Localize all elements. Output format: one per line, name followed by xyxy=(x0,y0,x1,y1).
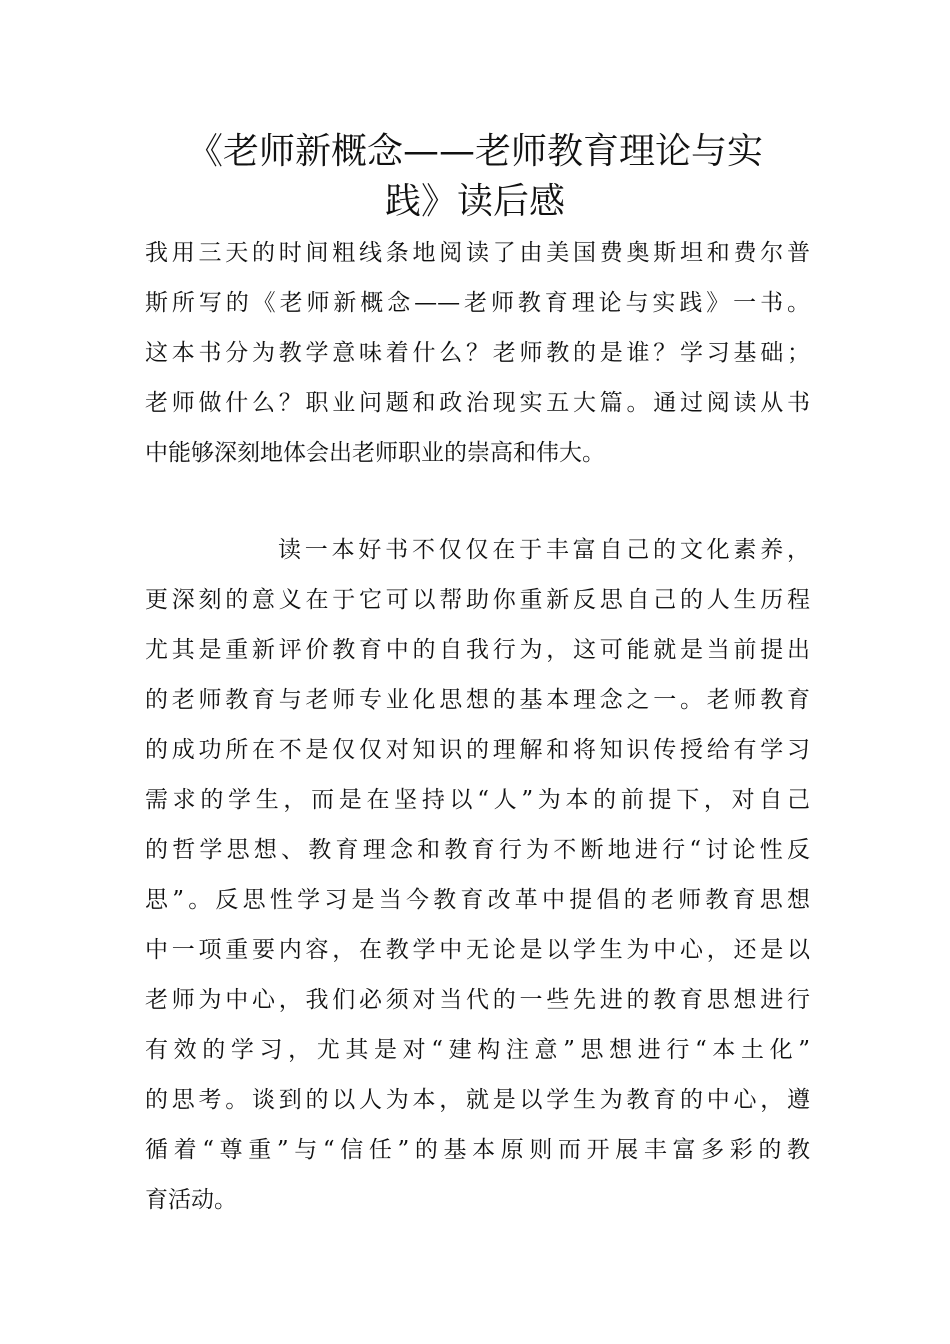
paragraph-2-line: 尤其是重新评价教育中的自我行为，这可能就是当前提出 xyxy=(145,637,810,663)
paragraph-1-line: 这本书分为教学意味着什么？老师教的是谁？学习基础； xyxy=(145,340,810,366)
paragraph-2-line: 循着“尊重”与“信任”的基本原则而开展丰富多彩的教 xyxy=(145,1137,810,1163)
paragraph-1-line: 斯所写的《老师新概念——老师教育理论与实践》一书。 xyxy=(145,290,810,316)
paragraph-2-line: 读一本好书不仅仅在于丰富自己的文化素养， xyxy=(278,537,810,563)
paragraph-2-line: 的思考。谈到的以人为本，就是以学生为教育的中心，遵 xyxy=(145,1087,810,1113)
paragraph-2-line: 的哲学思想、教育理念和教育行为不断地进行“讨论性反 xyxy=(145,837,810,863)
paragraph-2-line: 的成功所在不是仅仅对知识的理解和将知识传授给有学习 xyxy=(145,737,810,763)
document-title-line-2: 践》读后感 xyxy=(384,181,565,222)
paragraph-2-line: 中一项重要内容，在教学中无论是以学生为中心，还是以 xyxy=(145,937,810,963)
paragraph-1-line: 老师做什么？职业问题和政治现实五大篇。通过阅读从书 xyxy=(145,390,810,416)
paragraph-2-line: 更深刻的意义在于它可以帮助你重新反思自己的人生历程 xyxy=(145,587,810,613)
paragraph-2 xyxy=(145,525,810,1225)
paragraph-2-line: 老师为中心，我们必须对当代的一些先进的教育思想进行 xyxy=(145,987,810,1013)
paragraph-1-line: 我用三天的时间粗线条地阅读了由美国费奥斯坦和费尔普 xyxy=(145,240,810,266)
paragraph-2-line: 的老师教育与老师专业化思想的基本理念之一。老师教育 xyxy=(145,687,810,713)
paragraph-1-line: 中能够深刻地体会出老师职业的崇高和伟大。 xyxy=(145,440,605,466)
paragraph-2-line: 有效的学习，尤其是对“建构注意”思想进行“本土化” xyxy=(145,1037,810,1063)
paragraph-2-line: 思”。反思性学习是当今教育改革中提倡的老师教育思想 xyxy=(145,887,810,913)
paragraph-2-line: 育活动。 xyxy=(145,1187,237,1213)
paragraph-2-line: 需求的学生，而是在坚持以“人”为本的前提下，对自己 xyxy=(145,787,810,813)
paragraph-1 xyxy=(145,228,810,478)
document-title-line-1: 《老师新概念——老师教育理论与实 xyxy=(186,131,763,172)
